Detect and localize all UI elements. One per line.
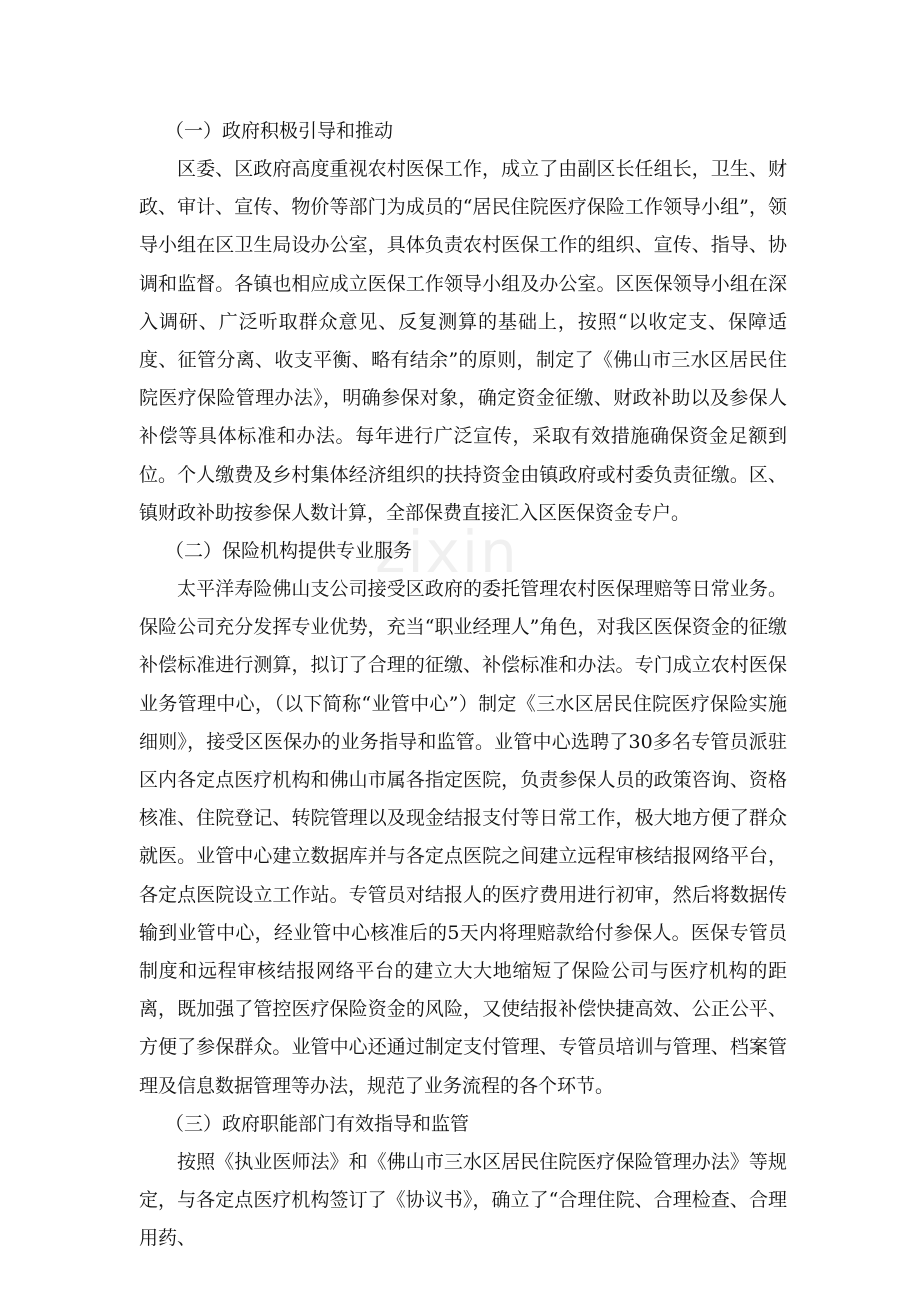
section-3-heading: （三）政府职能部门有效指导和监管 bbox=[165, 1112, 470, 1135]
section-3-paragraph: 按照《执业医师法》和《佛山市三水区居民住院医疗保险管理办法》等规定，与各定点医疗机构签订了《协议书》，确立了“合理住院、合理检查、合理用药、 bbox=[139, 1150, 787, 1250]
document-body bbox=[139, 112, 787, 1257]
section-1-heading: （一）政府积极引导和推动 bbox=[165, 120, 394, 142]
watermark: zixin bbox=[375, 518, 519, 586]
section-2-paragraph: 太平洋寿险佛山支公司接受区政府的委托管理农村医保理赔等日常业务。保险公司充分发挥专业优势，充当“职业经理人”角色，对我区医保资金的征缴补偿标准进行测算，拟订了合理的征缴、补偿标准和办法。专门成立农村医保业务管理中心，（以下简称“业管中心”）制定《三水区居民住院医疗保险实施细则》，接受区医保办的业务指导和监管。业管中心选聘了30多名专管员派驻区内各定点医疗机构和佛山市属各指定医院，负责参保人员的政策咨询、资格核准、住院登记、转院管理以及现金结报支付等日常工作，极大地方便了群众就医。业管中心建立数据库并与各定点医院之间建立远程审核结报网络平台，各定点医院设立工作站。专管员对结报人的医疗费用进行初审，然后将数据传输到业管中心，经业管中心核准后的5天内将理赔款给付参保人。医保专管员制度和远程审核结报网络平台的建立大大地缩短了保险公司与医疗机构的距离，既加强了管控医疗保险资金的风险，又使结报补偿快捷高效、公正公平、方便了参保群众。业管中心还通过制定支付管理、专管员培训与管理、档案管理及信息数据管理等办法，规范了业务流程的各个环节。 bbox=[139, 578, 787, 1097]
section-1-paragraph: 区委、区政府高度重视农村医保工作，成立了由副区长任组长，卫生、财政、审计、宣传、物价等部门为成员的“居民住院医疗保险工作领导小组”，领导小组在区卫生局设办公室，具体负责农村医保工作的组织、宣传、指导、协调和监督。各镇也相应成立医保工作领导小组及办公室。区医保领导小组在深入调研、广泛听取群众意见、反复测算的基础上，按照“以收定支、保障适度、征管分离、收支平衡、略有结余”的原则，制定了《佛山市三水区居民住院医疗保险管理办法》，明确参保对象，确定资金征缴、财政补助以及参保人补偿等具体标准和办法。每年进行广泛宣传，采取有效措施确保资金足额到位。个人缴费及乡村集体经济组织的扶持资金由镇政府或村委负责征缴。区、镇财政补助按参保人数计算，全部保费直接汇入区医保资金专户。 bbox=[139, 158, 787, 524]
section-2-heading: （二）保险机构提供专业服务 bbox=[165, 540, 413, 563]
